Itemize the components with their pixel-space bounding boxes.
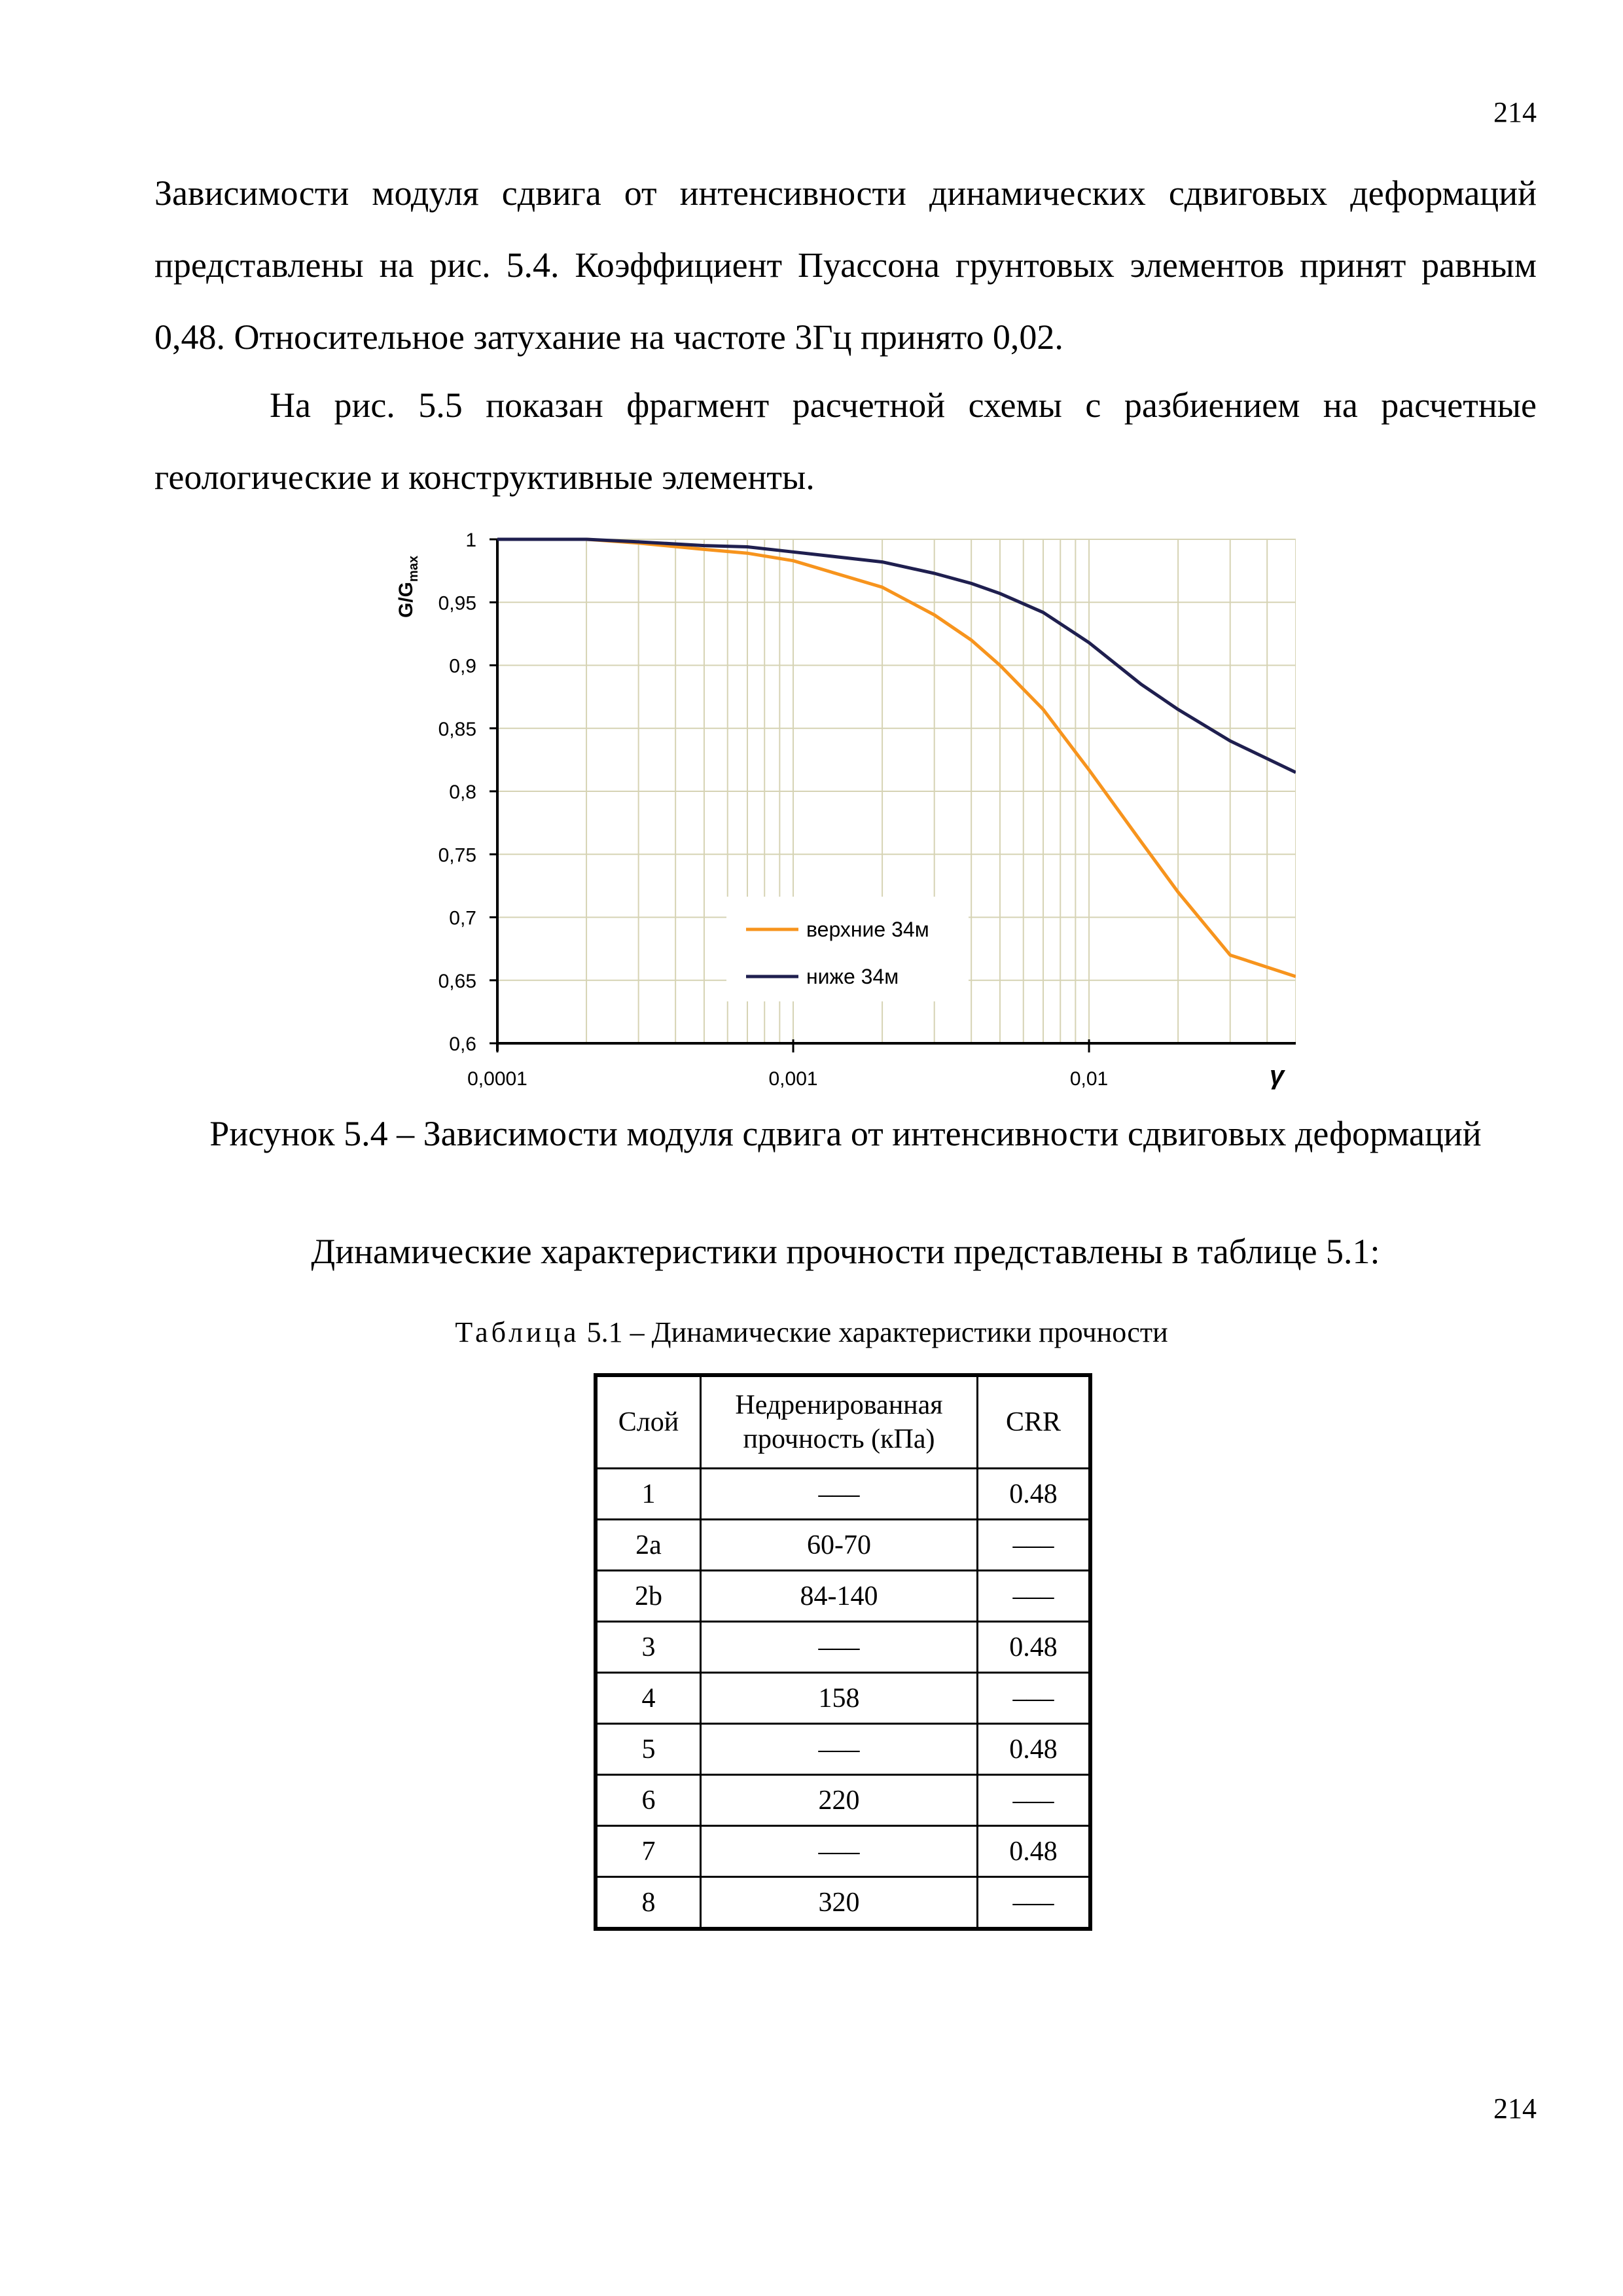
shear-modulus-chart (366, 517, 1296, 1106)
x-tick-label: 0,01 (1069, 1068, 1109, 1090)
cell-layer: 1 (596, 1469, 701, 1520)
cell-layer: 7 (596, 1826, 701, 1877)
y-tick-label: 0,95 (438, 592, 476, 615)
paragraph-2: На рис. 5.5 показан фрагмент расчетной схемы с разбиением на расчетные геологические и конструктивные элементы. (154, 386, 1537, 497)
x-axis-label: γ (1270, 1061, 1285, 1090)
cell-layer: 2a (596, 1520, 701, 1571)
cell-layer: 4 (596, 1673, 701, 1724)
legend-label-0: верхние 34м (806, 918, 929, 941)
y-tick-label: 0,75 (438, 844, 476, 867)
page-number-bottom: 214 (1493, 2092, 1537, 2125)
cell-crr: ––– (978, 1673, 1091, 1724)
paragraph-1: Зависимости модуля сдвига от интенсивности динамических сдвиговых деформаций представлены на рис. 5.4. Коэффициент Пуассона грунтовых элементов принят равным 0,48. Относительное затухание на частоте 3Гц принято 0,02. (154, 173, 1537, 357)
table-title-rest: 5.1 – Динамические характеристики прочности (579, 1316, 1168, 1348)
y-tick-label: 0,6 (449, 1033, 476, 1055)
cell-strength: ––– (701, 1622, 978, 1673)
cell-strength: 84-140 (701, 1571, 978, 1622)
header-undrained-strength: Недренированная прочность (кПа) (701, 1375, 978, 1469)
figure-caption: Рисунок 5.4 – Зависимости модуля сдвига от интенсивности сдвиговых деформаций (209, 1114, 1482, 1153)
table-row (596, 1724, 1090, 1775)
cell-crr: ––– (978, 1775, 1091, 1826)
cell-crr: 0.48 (978, 1622, 1091, 1673)
cell-strength: 220 (701, 1775, 978, 1826)
table-row (596, 1775, 1090, 1826)
cell-strength: 320 (701, 1877, 978, 1929)
cell-crr: ––– (978, 1571, 1091, 1622)
y-tick-label: 0,85 (438, 718, 476, 740)
table-row (596, 1826, 1090, 1877)
cell-crr: 0.48 (978, 1724, 1091, 1775)
table-row (596, 1520, 1090, 1571)
table-row (596, 1622, 1090, 1673)
table-row (596, 1469, 1090, 1520)
table-title-prefix: Таблица (455, 1316, 580, 1348)
y-tick-label: 0,65 (438, 970, 476, 992)
y-tick-label: 1 (465, 529, 476, 551)
strength-table (594, 1373, 1092, 1931)
y-tick-label: 0,8 (449, 781, 476, 803)
table-row (596, 1673, 1090, 1724)
cell-strength: ––– (701, 1826, 978, 1877)
cell-layer: 8 (596, 1877, 701, 1929)
x-tick-label: 0,0001 (467, 1068, 527, 1090)
table-title (0, 1316, 1623, 1350)
table-row (596, 1877, 1090, 1929)
cell-strength: 158 (701, 1673, 978, 1724)
cell-layer: 2b (596, 1571, 701, 1622)
cell-crr: ––– (978, 1520, 1091, 1571)
table-header-row (596, 1375, 1090, 1469)
cell-layer: 3 (596, 1622, 701, 1673)
y-axis-label-subscript: max (406, 555, 421, 582)
cell-layer: 6 (596, 1775, 701, 1826)
cell-crr: 0.48 (978, 1826, 1091, 1877)
y-tick-label: 0,9 (449, 655, 476, 677)
chart-legend (726, 897, 969, 1001)
cell-crr: ––– (978, 1877, 1091, 1929)
header-crr: CRR (978, 1375, 1091, 1469)
table-intro: Динамические характеристики прочности представлены в таблице 5.1: (311, 1232, 1380, 1271)
header-layer: Слой (596, 1375, 701, 1469)
table-row (596, 1571, 1090, 1622)
y-tick-label: 0,7 (449, 907, 476, 929)
x-tick-label: 0,001 (768, 1068, 818, 1090)
cell-strength: ––– (701, 1724, 978, 1775)
legend-label-1: ниже 34м (806, 965, 899, 988)
cell-strength: ––– (701, 1469, 978, 1520)
cell-layer: 5 (596, 1724, 701, 1775)
y-axis-label-main: G/G (395, 581, 417, 618)
cell-crr: 0.48 (978, 1469, 1091, 1520)
cell-strength: 60-70 (701, 1520, 978, 1571)
page-number-top: 214 (1493, 96, 1537, 128)
y-axis-label (395, 556, 421, 618)
